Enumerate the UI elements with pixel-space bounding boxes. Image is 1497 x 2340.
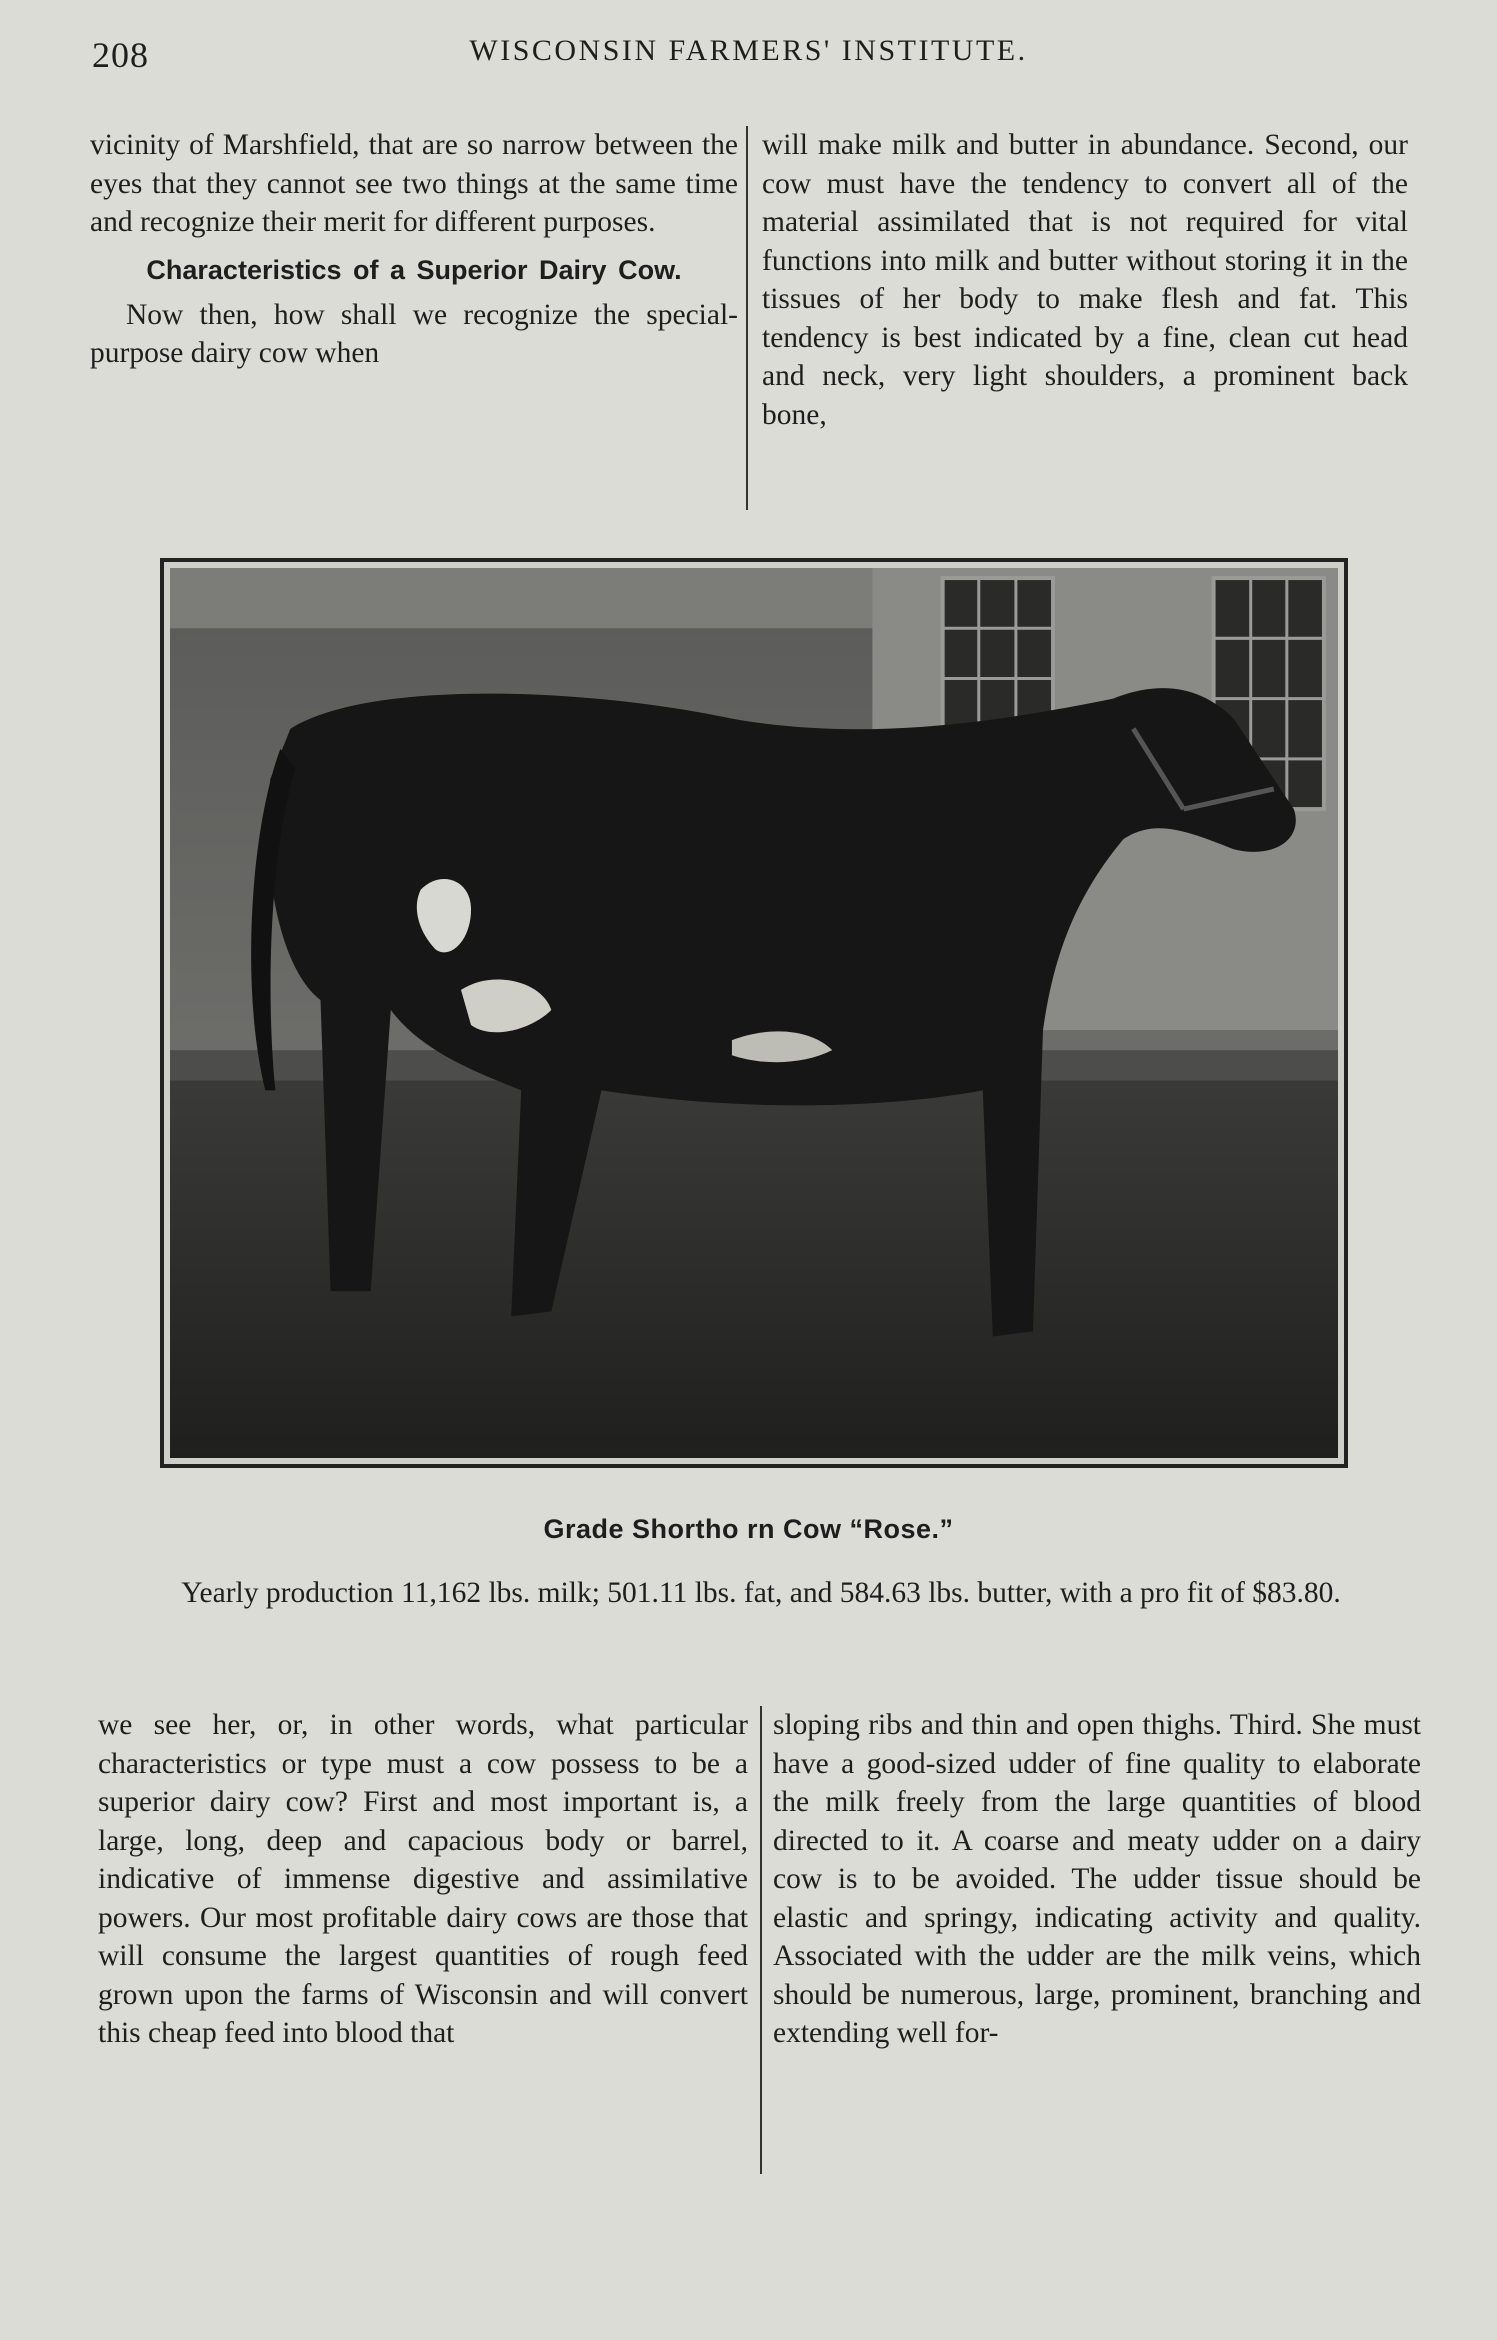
top-left-column xyxy=(90,126,738,373)
column-divider xyxy=(760,1706,762,2174)
paragraph: sloping ribs and thin and open thighs. Third. She must have a good-sized udder of fine quality to elaborate the milk freely from the large quantities of blood directed to it. A coarse and meaty udder on a dairy cow is to be avoided. The udder tissue should be elastic and springy, indicating activity and quality. Associated with the udder are the milk veins, which should be numerous, large, prominent, branching and extending well for- xyxy=(773,1709,1421,2049)
paragraph: vicinity of Marshfield, that are so narrow between the eyes that they cannot see two things at the same time and recognize their merit for different purposes. xyxy=(90,129,738,238)
cow-photograph xyxy=(160,558,1348,1468)
figure-caption-title: Grade Shortho rn Cow “Rose.” xyxy=(543,1514,954,1544)
top-right-column xyxy=(762,126,1408,434)
page-number: 208 xyxy=(92,35,149,75)
column-divider xyxy=(746,126,748,510)
section-heading: Characteristics of a Superior Dairy Cow. xyxy=(146,254,682,285)
figure-caption-text: Yearly production 11,162 lbs. milk; 501.11 lbs. fat, and 584.63 lbs. butter, with a pro fit of $83.80. xyxy=(181,1577,1341,1609)
running-header: WISCONSIN FARMERS' INSTITUTE. xyxy=(469,34,1028,67)
paragraph: Now then, how shall we recognize the special-purpose dairy cow when xyxy=(90,298,738,369)
bottom-left-column xyxy=(98,1706,748,2053)
paragraph: we see her, or, in other words, what particular characteristics or type must a cow possess to be a superior dairy cow? First and most important is, a large, long, deep and capacious body or barrel, indicative of immense digestive and assimilative powers. Our most profitable dairy cows are those that will consume the largest quantities of rough feed grown upon the farms of Wisconsin and will convert this cheap feed into blood that xyxy=(98,1709,748,2049)
paragraph: will make milk and butter in abundance. Second, our cow must have the tendency to convert all of the material assimilated that is not required for vital functions into milk and butter without storing it in the tissues of her body to make flesh and fat. This tendency is best indicated by a fine, clean cut head and neck, very light shoulders, a prominent back bone, xyxy=(762,129,1408,431)
bottom-right-column xyxy=(773,1706,1421,2053)
cow-illustration xyxy=(170,568,1338,1458)
